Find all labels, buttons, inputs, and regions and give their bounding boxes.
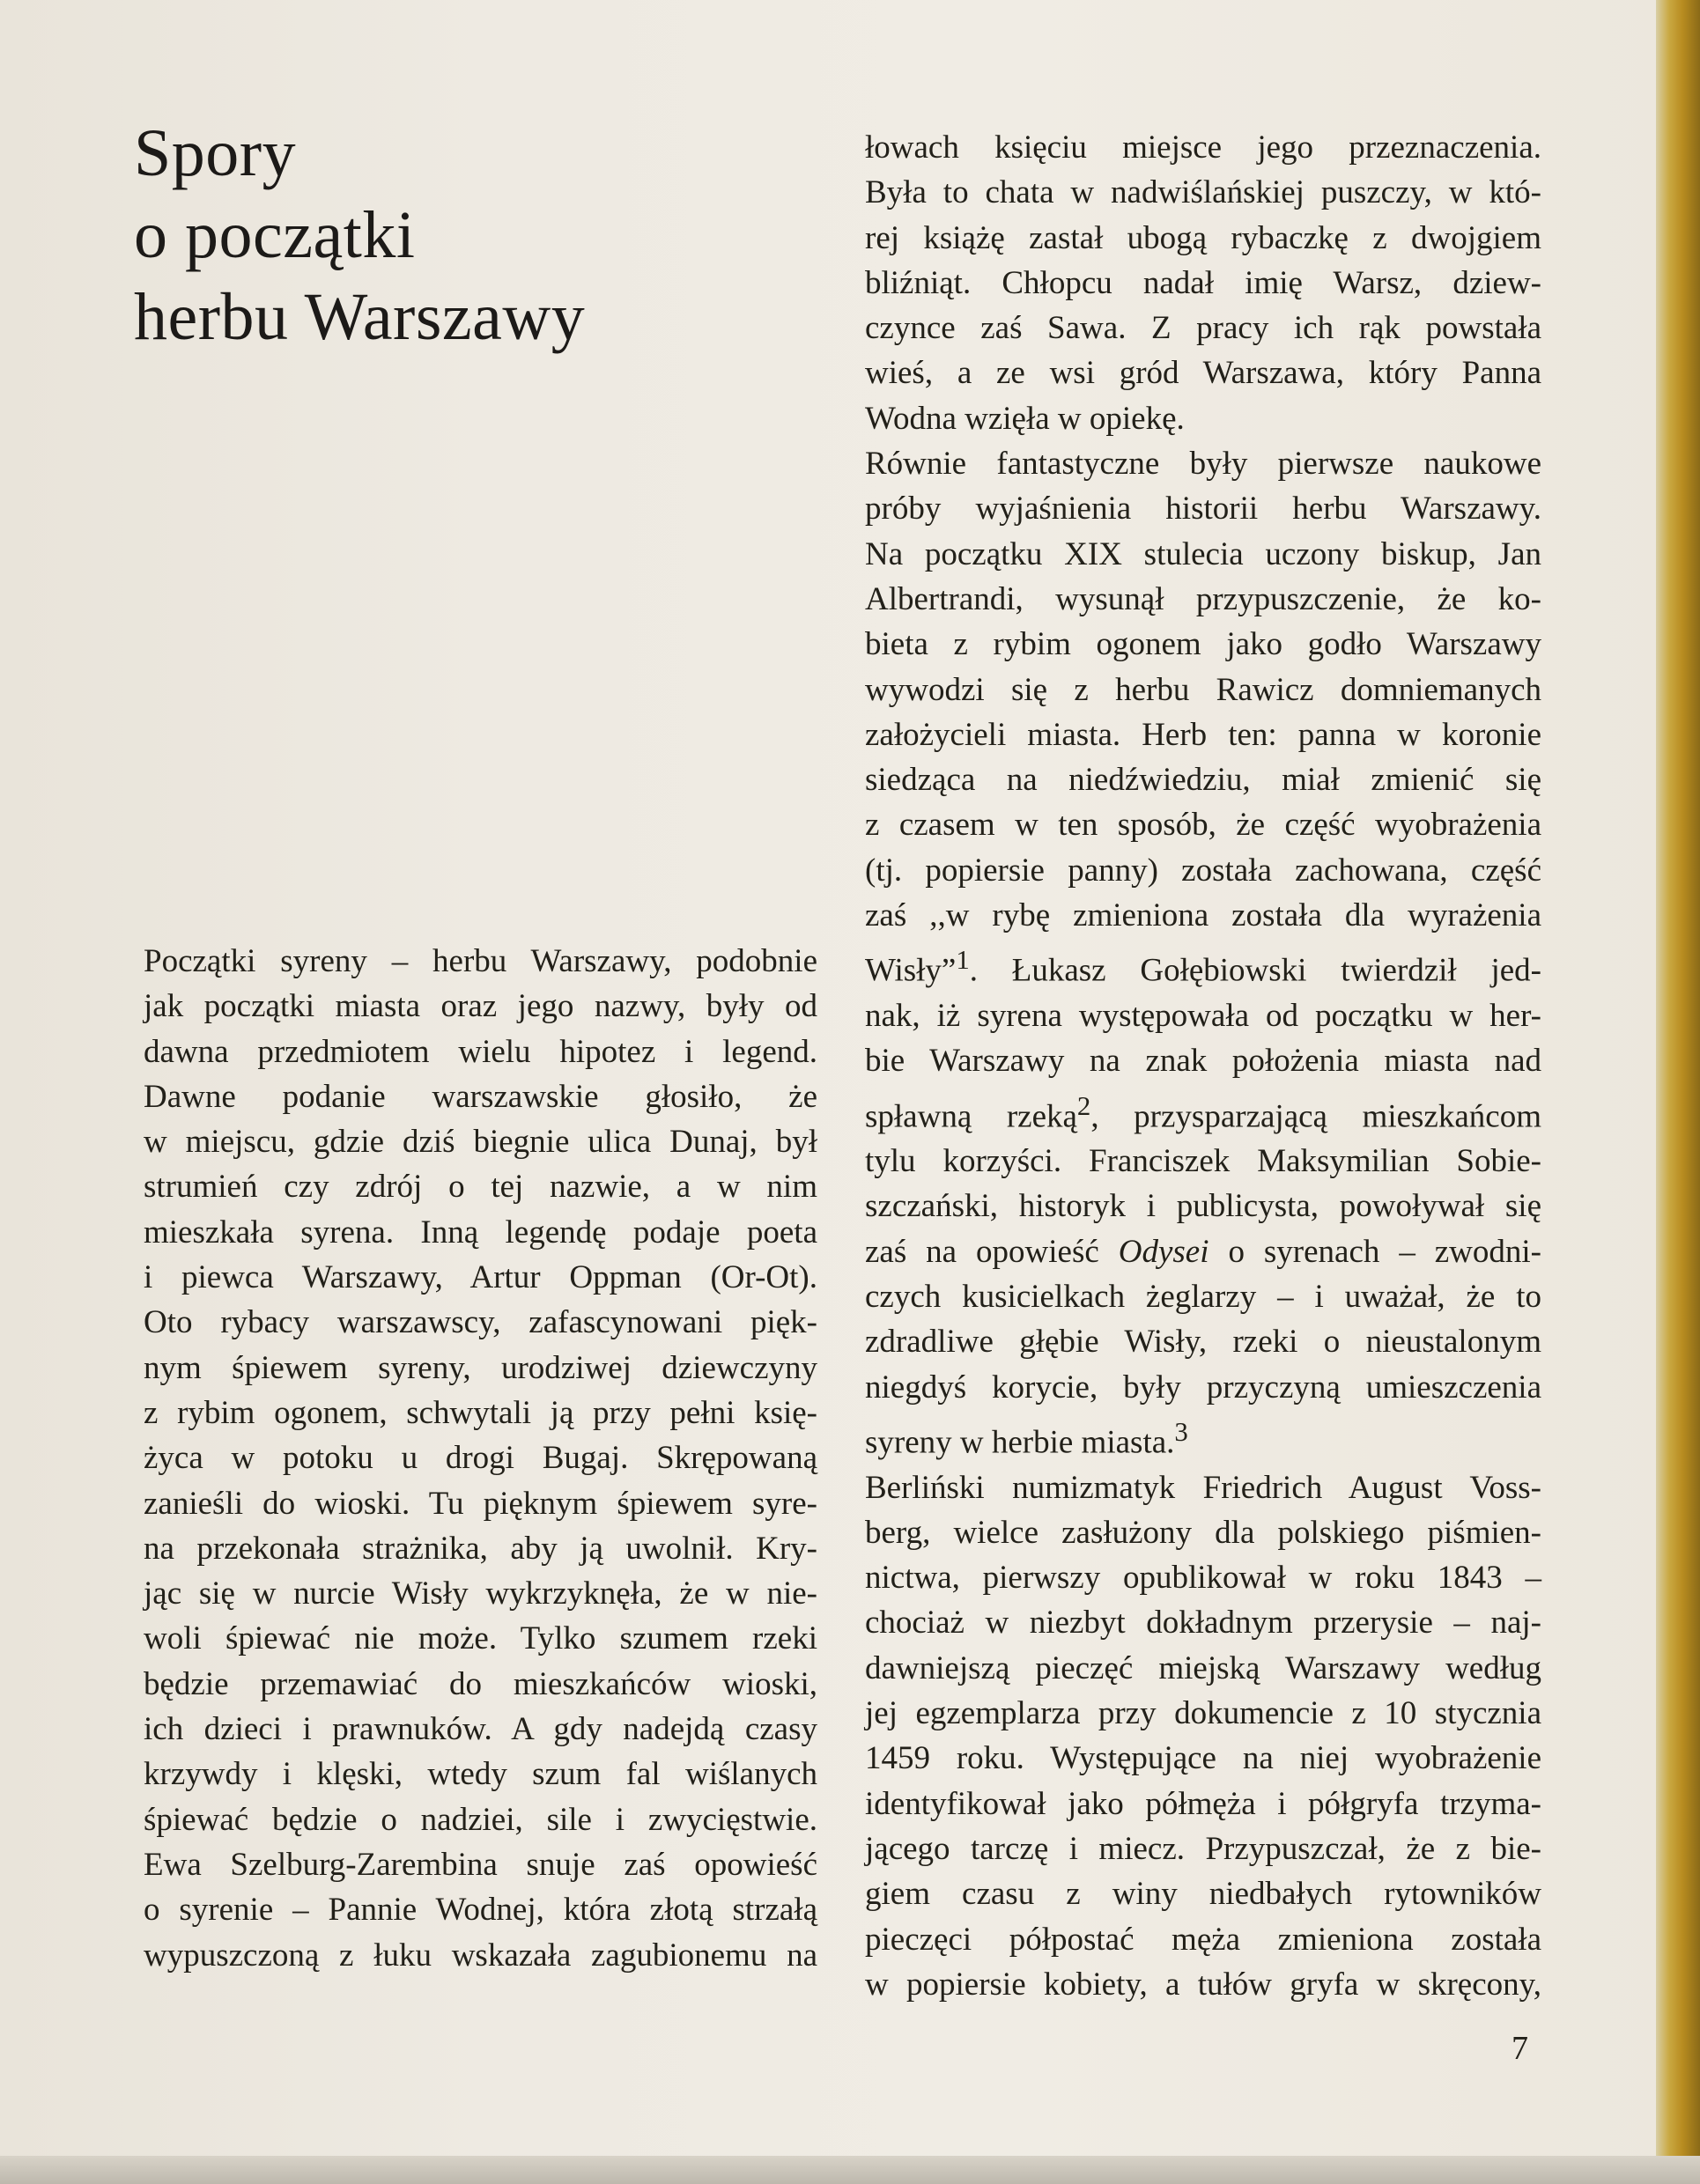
text-line: Berliński numizmatyk Friedrich August Voss- [865, 1469, 1541, 1506]
text-line: identyfikował jako półmęża i półgryfa trzyma- [865, 1785, 1541, 1822]
text-line: Oto rybacy warszawscy, zafascynowani pięk- [144, 1304, 817, 1341]
text-line: jej egzemplarza przy dokumencie z 10 stycznia [865, 1695, 1541, 1732]
text-line: założycieli miasta. Herb ten: panna w koronie [865, 716, 1541, 753]
text-line: łowach księciu miejsce jego przeznaczenia. [865, 129, 1541, 166]
left-text-column [144, 939, 817, 1978]
text-line: o syrenie – Pannie Wodnej, która złotą strzałą [144, 1892, 817, 1929]
text-line: zanieśli do wioski. Tu pięknym śpiewem syre- [144, 1485, 817, 1522]
text-line: wieś, a ze wsi gród Warszawa, który Panna [865, 355, 1541, 392]
chapter-title-line: Spory [134, 116, 297, 190]
text-line: tylu korzyści. Franciszek Maksymilian Sobie- [865, 1143, 1541, 1180]
text-line: siedząca na niedźwiedziu, miał zmienić się [865, 762, 1541, 799]
text-line: nym śpiewem syreny, urodziwej dziewczyny [144, 1349, 817, 1386]
text-line: dawna przedmiotem wielu hipotez i legend. [144, 1033, 817, 1070]
text-line: 1459 roku. Występujące na niej wyobrażenie [865, 1740, 1541, 1777]
chapter-title-line: o początki [134, 198, 416, 272]
chapter-title [134, 113, 585, 358]
text-line: z rybim ogonem, schwytali ją przy pełni księ- [144, 1394, 817, 1431]
text-line: pieczęci półpostać męża zmieniona została [865, 1921, 1541, 1958]
text-line [865, 938, 1541, 993]
chapter-title-line: herbu Warszawy [134, 280, 586, 354]
text-line: będzie przemawiać do mieszkańców wioski, [144, 1665, 817, 1702]
text-line: jącego tarczę i miecz. Przypuszczał, że z bie- [865, 1830, 1541, 1867]
book-title-italic: Odysei [1118, 1233, 1209, 1270]
text-line: woli śpiewać nie może. Tylko szumem rzeki [144, 1620, 817, 1657]
text-line: Na początku XIX stulecia uczony biskup, Jan [865, 535, 1541, 572]
text-line: ich dzieci i prawnuków. A gdy nadejdą czasy [144, 1711, 817, 1748]
text-line: bliźniąt. Chłopcu nadał imię Warsz, dziew- [865, 264, 1541, 301]
text-line [865, 1229, 1541, 1274]
text-line: berg, wielce zasłużony dla polskiego piśmien- [865, 1514, 1541, 1551]
text-line: bieta z rybim ogonem jako godło Warszawy [865, 626, 1541, 663]
text-line: chociaż w niezbyt dokładnym przerysie – naj- [865, 1605, 1541, 1642]
text-segment: zaś na opowieść [865, 1233, 1119, 1270]
text-line [865, 1410, 1541, 1465]
text-line: jak początki miasta oraz jego nazwy, były od [144, 988, 817, 1025]
text-line: zdradliwe głębie Wisły, rzeki o nieustalonym [865, 1324, 1541, 1361]
text-line: życa w potoku u drogi Bugaj. Skrępowaną [144, 1440, 817, 1477]
text-line [865, 1084, 1541, 1140]
text-line: strumień czy zdrój o tej nazwie, a w nim [144, 1169, 817, 1206]
text-line: bie Warszawy na znak położenia miasta nad [865, 1043, 1541, 1080]
right-text-column [865, 125, 1541, 2007]
text-line: szczański, historyk i publicysta, powoływał się [865, 1188, 1541, 1225]
text-line: nak, iż syrena występowała od początku w her- [865, 997, 1541, 1034]
text-line: Była to chata w nadwiślańskiej puszczy, w któ- [865, 174, 1541, 211]
text-line: Równie fantastyczne były pierwsze naukowe [865, 446, 1541, 483]
text-line: w popiersie kobiety, a tułów gryfa w skręcony, [865, 1966, 1541, 2003]
text-line: mieszkała syrena. Inną legendę podaje poeta [144, 1214, 817, 1251]
text-line: nictwa, pierwszy opublikował w roku 1843 – [865, 1560, 1541, 1597]
text-segment: , przysparzającą mieszkańcom [1090, 1097, 1541, 1134]
text-line: jąc się w nurcie Wisły wykrzyknęła, że w nie- [144, 1575, 817, 1612]
text-line: na przekonała strażnika, aby ją uwolnił. Kry- [144, 1530, 817, 1567]
text-line: niegdyś korycie, były przyczyną umieszczenia [865, 1369, 1541, 1406]
text-line: Dawne podanie warszawskie głosiło, że [144, 1078, 817, 1115]
text-line: Albertrandi, wysunął przypuszczenie, że ko- [865, 580, 1541, 617]
text-line: próby wyjaśnienia historii herbu Warszawy. [865, 491, 1541, 528]
text-line: czynce zaś Sawa. Z pracy ich rąk powstała [865, 310, 1541, 347]
text-line: z czasem w ten sposób, że część wyobrażenia [865, 807, 1541, 844]
page-number: 7 [1512, 2030, 1528, 2067]
footnote-ref: 2 [1076, 1090, 1091, 1121]
text-line: zaś ,,w rybę zmieniona została dla wyrażenia [865, 897, 1541, 934]
text-line: Ewa Szelburg-Zarembina snuje zaś opowieść [144, 1846, 817, 1883]
text-line: wypuszczoną z łuku wskazała zagubionemu na [144, 1937, 817, 1974]
text-line: krzywdy i klęski, wtedy szum fal wiślanych [144, 1756, 817, 1793]
text-line: w miejscu, gdzie dziś biegnie ulica Dunaj, był [144, 1124, 817, 1161]
text-line: (tj. popiersie panny) została zachowana, część [865, 852, 1541, 889]
text-line: śpiewać będzie o nadziei, sile i zwycięstwie. [144, 1801, 817, 1838]
text-segment: o syrenach – zwodni- [1208, 1233, 1541, 1270]
footnote-ref: 1 [956, 945, 970, 976]
text-line: wywodzi się z herbu Rawicz domniemanych [865, 671, 1541, 708]
text-segment: syreny w herbie miasta. [865, 1424, 1175, 1461]
text-line: giem czasu z winy niedbałych rytowników [865, 1876, 1541, 1913]
text-line: rej książę zastał ubogą rybaczkę z dwojgiem [865, 219, 1541, 256]
text-segment: . Łukasz Gołębiowski twierdził jed- [969, 952, 1541, 989]
text-line: dawniejszą pieczęć miejską Warszawy według [865, 1649, 1541, 1686]
footnote-ref: 3 [1174, 1416, 1188, 1447]
text-segment: spławną rzeką [865, 1097, 1077, 1134]
text-line: Początki syreny – herbu Warszawy, podobnie [144, 943, 817, 979]
page-bottom-edge [0, 2156, 1700, 2184]
text-segment: Wisły” [865, 952, 957, 989]
page-gilt-edge [1656, 0, 1700, 2166]
text-line: czych kusicielkach żeglarzy – i uważał, że to [865, 1279, 1541, 1316]
text-line: i piewca Warszawy, Artur Oppman (Or-Ot). [144, 1259, 817, 1296]
text-line: Wodna wzięła w opiekę. [865, 400, 1185, 437]
